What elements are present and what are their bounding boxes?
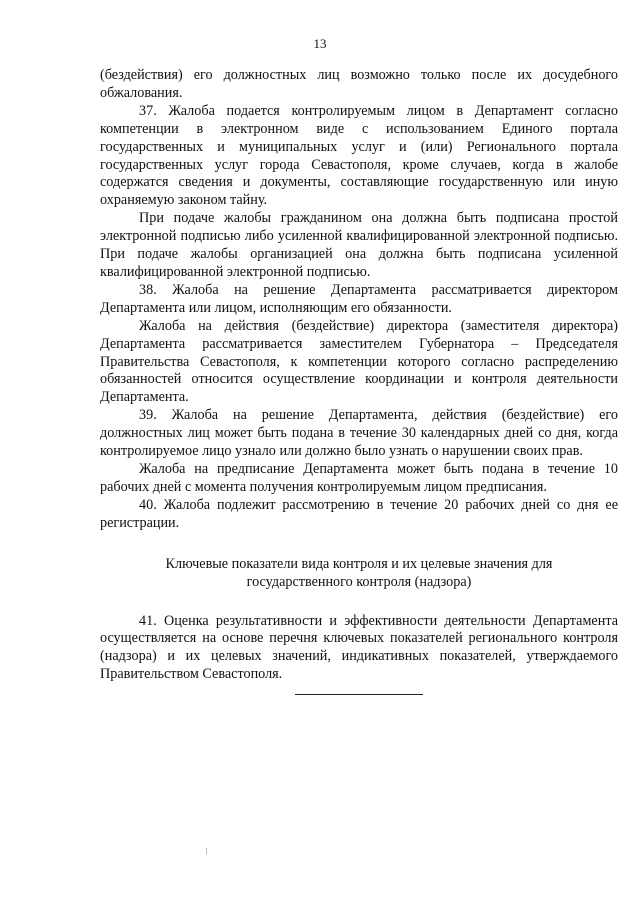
paragraph-38: 38. Жалоба на решение Департамента рассматривается директором Департамента или лицом, исполняющим его обязанности. <box>100 281 618 316</box>
paragraph-38-deputy: Жалоба на действия (бездействие) директора (заместителя директора) Департамента рассматривается заместителем Губернатора – Председателя Правительства Севастополя, к компетенции которого согласно распределению обязанностей относится осуществление координации и контроля деятельности Департамента. <box>100 317 618 406</box>
page-number: 13 <box>313 36 327 51</box>
section-heading <box>100 555 618 591</box>
section-heading-line-1: Ключевые показатели вида контроля и их целевые значения для <box>165 555 553 572</box>
paragraph-40: 40. Жалоба подлежит рассмотрению в течение 20 рабочих дней со дня ее регистрации. <box>100 496 618 531</box>
paragraph-39-order: Жалоба на предписание Департамента может быть подана в течение 10 рабочих дней с момента получения контролируемым лицом предписания. <box>100 460 618 495</box>
section-heading-line-2: государственного контроля (надзора) <box>246 573 472 590</box>
paragraph-39: 39. Жалоба на решение Департамента, действия (бездействие) его должностных лиц может быть подана в течение 30 календарных дней со дня, когда контролируемое лицо узнало или должно было узнать о нарушении своих прав. <box>100 407 618 460</box>
paragraph-37-signature: При подаче жалобы гражданином она должна быть подписана простой электронной подписью либо усиленной квалифицированной электронной подписью. При подаче жалобы организацией она должна быть подписана усиленной квалифицированной электронной подписью. <box>100 210 618 280</box>
paragraph-continuation: (бездействия) его должностных лиц возможно только после их досудебного обжалования. <box>100 67 618 101</box>
document-body <box>100 67 618 695</box>
end-rule <box>295 694 423 695</box>
spacer <box>100 591 618 613</box>
paragraph-37: 37. Жалоба подается контролируемым лицом в Департамент согласно компетенции в электронном виде с использованием Единого портала государственных и муниципальных услуг и (или) Регионального портала государственных услуг города Севастополя, кроме случаев, когда в жалобе содержатся сведения и документы, составляющие государственную или иную охраняемую законом тайну. <box>100 102 618 209</box>
scan-mark <box>206 848 207 854</box>
paragraph-41: 41. Оценка результативности и эффективности деятельности Департамента осуществляется на основе перечня ключевых показателей регионального контроля (надзора) и их целевых значений, индикативных показателей, утверждаемого Правительством Севастополя. <box>100 612 618 683</box>
